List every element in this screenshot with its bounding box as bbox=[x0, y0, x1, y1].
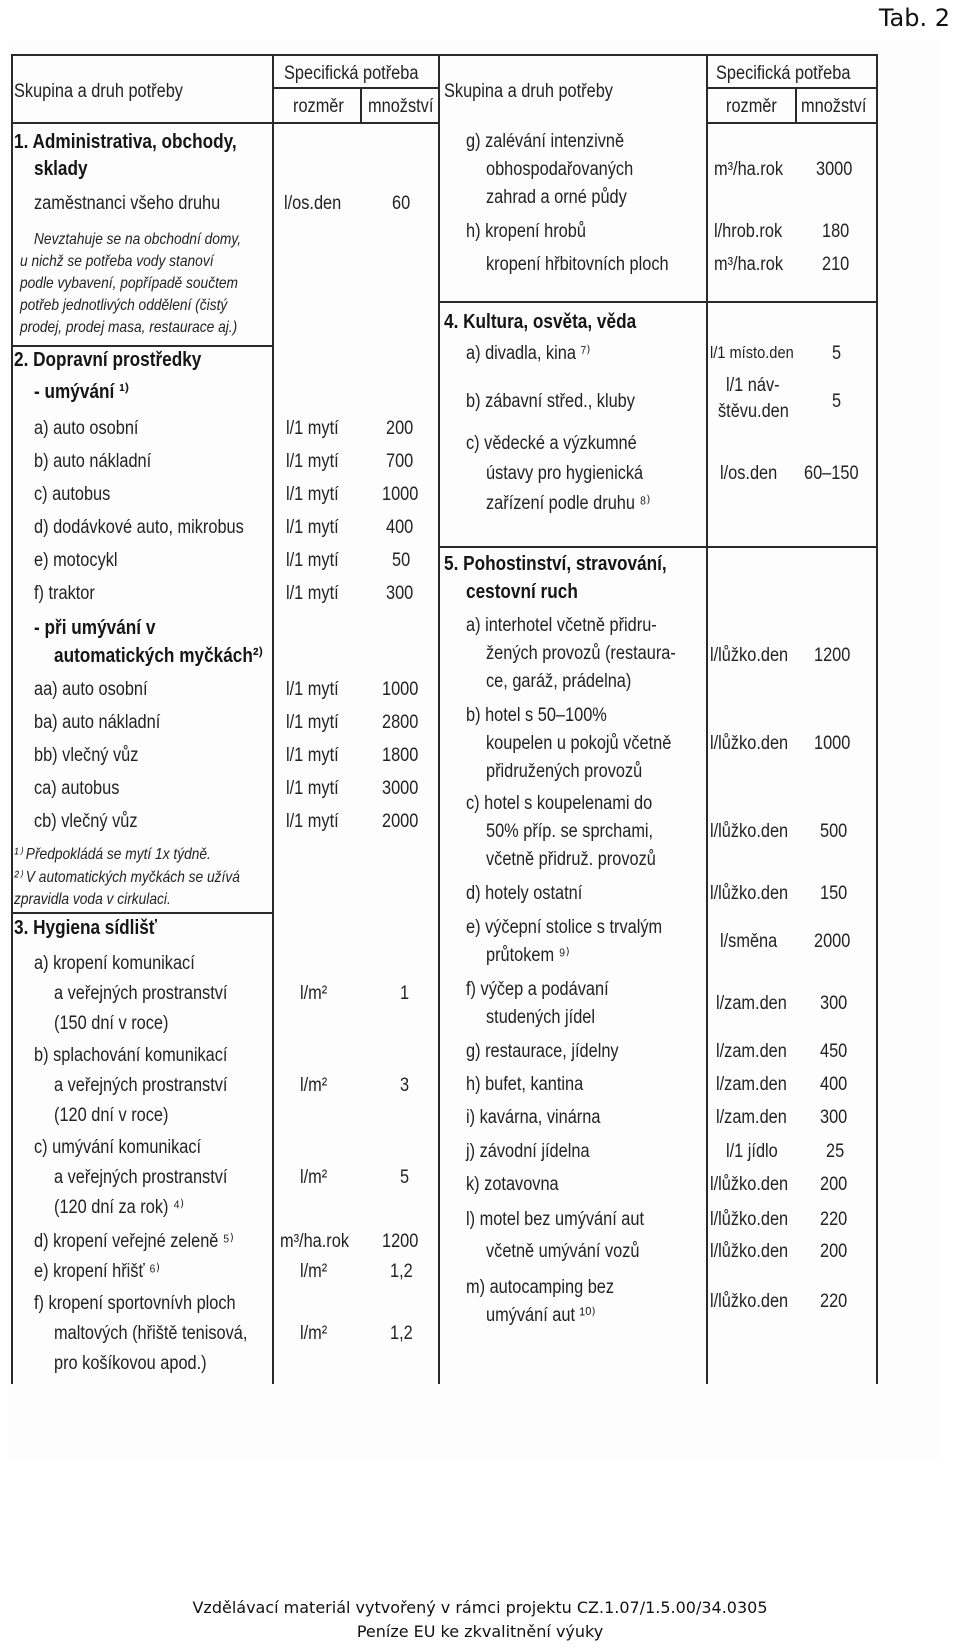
s5-b-label: b) hotel s 50–100% bbox=[466, 705, 607, 726]
rg-label: obhospodařovaných bbox=[486, 159, 634, 180]
s5-g-qty: 450 bbox=[820, 1041, 848, 1062]
left-header-group: Skupina a druh potřeby bbox=[14, 81, 183, 102]
rg-dim: m³/ha.rok bbox=[714, 159, 784, 180]
s3-a-label: a) kropení komunikací bbox=[34, 953, 195, 974]
section-2-title: 2. Dopravní prostředky bbox=[14, 349, 202, 371]
s5-e-qty: 2000 bbox=[814, 931, 851, 952]
s2-subheading-automatic-cont: automatických myčkách²⁾ bbox=[54, 645, 263, 667]
s2-row-qty: 50 bbox=[392, 550, 411, 571]
s5-e-label: e) výčepní stolice s trvalým bbox=[466, 917, 663, 938]
s3-b-dim: l/m² bbox=[300, 1075, 328, 1096]
s3-b-label: (120 dní v roce) bbox=[54, 1105, 169, 1126]
s2-row2-label: aa) auto osobní bbox=[34, 679, 148, 700]
s4-c-label: ústavy pro hygienická bbox=[486, 463, 644, 484]
s3-e-label: e) kropení hřišť ⁶⁾ bbox=[34, 1261, 160, 1282]
s2-row2-dim: l/1 mytí bbox=[286, 745, 339, 766]
footer-project-line: Vzdělávací materiál vytvořený v rámci projektu CZ.1.07/1.5.00/34.0305 bbox=[192, 1598, 768, 1617]
s2-row-qty: 400 bbox=[386, 517, 414, 538]
left-header-quantity: množství bbox=[368, 96, 434, 117]
s5-h-qty: 400 bbox=[820, 1074, 848, 1095]
s2-row-qty: 700 bbox=[386, 451, 414, 472]
s5-a-label: ce, garáž, prádelna) bbox=[486, 671, 632, 692]
s2-row2-label: ca) autobus bbox=[34, 778, 120, 799]
scanned-table bbox=[8, 42, 938, 1460]
left-dimension-divider bbox=[360, 87, 362, 123]
s5-m-label: umývání aut ¹⁰⁾ bbox=[486, 1305, 596, 1326]
s5-b-dim: l/lůžko.den bbox=[710, 733, 789, 754]
section-1-bottom bbox=[12, 345, 274, 347]
s1-employees-label: zaměstnanci všeho druhu bbox=[34, 193, 221, 214]
s5-a-label: žených provozů (restaura- bbox=[486, 643, 676, 664]
s5-b-label: přidružených provozů bbox=[486, 761, 643, 782]
right-table-top-border bbox=[440, 54, 878, 56]
s5-l2-label: včetně umývání vozů bbox=[486, 1241, 640, 1262]
s5-c-qty: 500 bbox=[820, 821, 848, 842]
s5-l2-dim: l/lůžko.den bbox=[710, 1241, 789, 1262]
s2-row-label: a) auto osobní bbox=[34, 418, 139, 439]
s5-k-qty: 200 bbox=[820, 1174, 848, 1195]
s4-b-label: b) zábavní střed., kluby bbox=[466, 391, 635, 412]
s3-c-qty: 5 bbox=[400, 1167, 410, 1188]
s5-d-qty: 150 bbox=[820, 883, 848, 904]
s2-row-qty: 300 bbox=[386, 583, 414, 604]
s4-b-dim: štěvu.den bbox=[718, 401, 789, 422]
right-header-group: Skupina a druh potřeby bbox=[444, 81, 613, 102]
section-3-title: 3. Hygiena sídlišť bbox=[14, 917, 158, 939]
s3-a-qty: 1 bbox=[400, 983, 410, 1004]
left-header-specific: Specifická potřeba bbox=[284, 63, 419, 84]
s1-note-line: Nevztahuje se na obchodní domy, bbox=[34, 231, 242, 248]
s2-row2-qty: 1000 bbox=[382, 679, 419, 700]
s5-l1-qty: 220 bbox=[820, 1209, 848, 1230]
right-table-right-border bbox=[876, 54, 878, 1384]
s5-k-label: k) zotavovna bbox=[466, 1174, 559, 1195]
s5-k-dim: l/lůžko.den bbox=[710, 1174, 789, 1195]
left-table-right-border bbox=[438, 54, 440, 1384]
s3-d-qty: 1200 bbox=[382, 1231, 419, 1252]
s2-footnote: ¹⁾ Předpokládá se mytí 1x týdně. bbox=[14, 846, 211, 863]
s5-h-label: h) bufet, kantina bbox=[466, 1074, 584, 1095]
s5-i-label: i) kavárna, vinárna bbox=[466, 1107, 601, 1128]
s4-a-dim: l/1 místo.den bbox=[710, 343, 794, 362]
s2-row-label: d) dodávkové auto, mikrobus bbox=[34, 517, 244, 538]
s1-note-line: u nichž se potřeba vody stanoví bbox=[20, 253, 214, 270]
s5-g-label: g) restaurace, jídelny bbox=[466, 1041, 619, 1062]
s3-c-dim: l/m² bbox=[300, 1167, 328, 1188]
left-header-dimension: rozměr bbox=[293, 96, 344, 117]
s2-row2-qty: 2800 bbox=[382, 712, 419, 733]
s5-a-dim: l/lůžko.den bbox=[710, 645, 789, 666]
s3-f-qty: 1,2 bbox=[390, 1323, 413, 1344]
s1-note-line: prodej, prodej masa, restaurace aj.) bbox=[20, 319, 238, 336]
s2-row2-qty: 1800 bbox=[382, 745, 419, 766]
section-5-title-cont: cestovní ruch bbox=[466, 581, 578, 603]
s4-b-qty: 5 bbox=[832, 391, 842, 412]
s2-row2-dim: l/1 mytí bbox=[286, 679, 339, 700]
s4-c-label: zařízení podle druhu ⁸⁾ bbox=[486, 493, 651, 514]
s5-e-dim: l/směna bbox=[720, 931, 778, 952]
s4-c-qty: 60–150 bbox=[804, 463, 859, 484]
s5-c-label: c) hotel s koupelenami do bbox=[466, 793, 653, 814]
s2-row2-dim: l/1 mytí bbox=[286, 712, 339, 733]
s2-row-label: f) traktor bbox=[34, 583, 95, 604]
right-header-dimension: rozměr bbox=[726, 96, 777, 117]
s3-c-label: c) umývání komunikací bbox=[34, 1137, 202, 1158]
section-2-bottom bbox=[12, 912, 274, 914]
right-header-split bbox=[706, 87, 878, 89]
s3-f-dim: l/m² bbox=[300, 1323, 328, 1344]
s5-b-label: koupelen u pokojů včetně bbox=[486, 733, 672, 754]
section-1-title-cont: sklady bbox=[34, 158, 88, 180]
s5-c-label: 50% příp. se sprchami, bbox=[486, 821, 654, 842]
rh2-label: kropení hřbitovních ploch bbox=[486, 254, 669, 275]
s3-b-label: a veřejných prostranství bbox=[54, 1075, 228, 1096]
s2-row-dim: l/1 mytí bbox=[286, 484, 339, 505]
rh1-qty: 180 bbox=[822, 221, 850, 242]
s5-g-dim: l/zam.den bbox=[716, 1041, 787, 1062]
s2-row-qty: 200 bbox=[386, 418, 414, 439]
s3-e-dim: l/m² bbox=[300, 1261, 328, 1282]
s1-employees-dim: l/os.den bbox=[284, 193, 342, 214]
s5-e-label: průtokem ⁹⁾ bbox=[486, 945, 570, 966]
s3-f-label: f) kropení sportovnívh ploch bbox=[34, 1293, 236, 1314]
s1-note-line: potřeb jednotlivých oddělení (čistý bbox=[20, 297, 228, 314]
s2-row-label: e) motocykl bbox=[34, 550, 118, 571]
s3-d-label: d) kropení veřejné zeleně ⁵⁾ bbox=[34, 1231, 234, 1252]
right-header-bottom bbox=[706, 122, 878, 124]
right-group-column-divider bbox=[706, 54, 708, 1384]
s5-l1-label: l) motel bez umývání aut bbox=[466, 1209, 645, 1230]
s3-c-label: (120 dní za rok) ⁴⁾ bbox=[54, 1197, 185, 1218]
s5-j-dim: l/1 jídlo bbox=[726, 1141, 778, 1162]
s3-c-label: a veřejných prostranství bbox=[54, 1167, 228, 1188]
rg-qty: 3000 bbox=[816, 159, 853, 180]
s5-h-dim: l/zam.den bbox=[716, 1074, 787, 1095]
s5-b-qty: 1000 bbox=[814, 733, 851, 754]
s5-m-label: m) autocamping bez bbox=[466, 1277, 615, 1298]
s2-subheading-automatic: - při umývání v bbox=[34, 617, 156, 639]
s5-f-label: f) výčep a podávaní bbox=[466, 979, 609, 1000]
left-header-bottom bbox=[12, 122, 440, 124]
s2-row-label: c) autobus bbox=[34, 484, 111, 505]
s2-row-dim: l/1 mytí bbox=[286, 418, 339, 439]
s2-footnote: zpravidla voda v cirkulaci. bbox=[14, 891, 171, 908]
s5-l1-dim: l/lůžko.den bbox=[710, 1209, 789, 1230]
s1-employees-qty: 60 bbox=[392, 193, 411, 214]
s3-f-label: pro košíkovou apod.) bbox=[54, 1353, 207, 1374]
left-table-left-border bbox=[11, 54, 13, 1384]
s5-f-qty: 300 bbox=[820, 993, 848, 1014]
s5-c-label: včetně přidruž. provozů bbox=[486, 849, 656, 870]
rh1-dim: l/hrob.rok bbox=[714, 221, 783, 242]
rg-label: zahrad a orné půdy bbox=[486, 187, 627, 208]
s5-j-label: j) závodní jídelna bbox=[466, 1141, 590, 1162]
s3-e-qty: 1,2 bbox=[390, 1261, 413, 1282]
s5-f-label: studených jídel bbox=[486, 1007, 596, 1028]
s2-row2-qty: 3000 bbox=[382, 778, 419, 799]
s3-b-label: b) splachování komunikací bbox=[34, 1045, 228, 1066]
s2-row2-qty: 2000 bbox=[382, 811, 419, 832]
s2-row-dim: l/1 mytí bbox=[286, 550, 339, 571]
s4-c-label: c) vědecké a výzkumné bbox=[466, 433, 637, 454]
s5-i-dim: l/zam.den bbox=[716, 1107, 787, 1128]
footer-funding-line: Peníze EU ke zkvalitnění výuky bbox=[356, 1622, 604, 1641]
s3-a-label: a veřejných prostranství bbox=[54, 983, 228, 1004]
section-4-title: 4. Kultura, osvěta, věda bbox=[444, 311, 637, 333]
section-4-bottom bbox=[440, 546, 878, 548]
section-g-h-bottom bbox=[440, 301, 878, 303]
s2-row2-label: bb) vlečný vůz bbox=[34, 745, 139, 766]
section-5-title: 5. Pohostinství, stravování, bbox=[444, 553, 667, 575]
right-dimension-divider bbox=[795, 87, 797, 123]
s2-row-dim: l/1 mytí bbox=[286, 583, 339, 604]
s1-note-line: podle vybavení, popřípadě součtem bbox=[20, 275, 239, 292]
left-table-top-border bbox=[12, 54, 440, 56]
s2-row2-dim: l/1 mytí bbox=[286, 778, 339, 799]
section-1-title: 1. Administrativa, obchody, bbox=[14, 131, 237, 153]
right-header-quantity: množství bbox=[801, 96, 867, 117]
s2-row-dim: l/1 mytí bbox=[286, 451, 339, 472]
s3-a-dim: l/m² bbox=[300, 983, 328, 1004]
s5-m-qty: 220 bbox=[820, 1291, 848, 1312]
right-header-specific: Specifická potřeba bbox=[716, 63, 851, 84]
s2-row-qty: 1000 bbox=[382, 484, 419, 505]
s5-a-qty: 1200 bbox=[814, 645, 851, 666]
s5-j-qty: 25 bbox=[826, 1141, 845, 1162]
s2-row-label: b) auto nákladní bbox=[34, 451, 152, 472]
s5-d-label: d) hotely ostatní bbox=[466, 883, 583, 904]
rh1-label: h) kropení hrobů bbox=[466, 221, 586, 242]
s4-a-label: a) divadla, kina ⁷⁾ bbox=[466, 343, 591, 364]
left-group-column-divider bbox=[272, 54, 274, 1384]
s2-subheading-washing: - umývání ¹⁾ bbox=[34, 381, 130, 403]
s4-c-dim: l/os.den bbox=[720, 463, 778, 484]
rh2-qty: 210 bbox=[822, 254, 850, 275]
s5-c-dim: l/lůžko.den bbox=[710, 821, 789, 842]
table-number: Tab. 2 bbox=[878, 4, 950, 32]
s2-row2-label: cb) vlečný vůz bbox=[34, 811, 138, 832]
s2-row-dim: l/1 mytí bbox=[286, 517, 339, 538]
s5-m-dim: l/lůžko.den bbox=[710, 1291, 789, 1312]
s2-row2-dim: l/1 mytí bbox=[286, 811, 339, 832]
s5-f-dim: l/zam.den bbox=[716, 993, 787, 1014]
s3-a-label: (150 dní v roce) bbox=[54, 1013, 169, 1034]
s3-b-qty: 3 bbox=[400, 1075, 410, 1096]
s2-footnote: ²⁾ V automatických myčkách se užívá bbox=[14, 869, 240, 886]
s3-d-dim: m³/ha.rok bbox=[280, 1231, 350, 1252]
rh2-dim: m³/ha.rok bbox=[714, 254, 784, 275]
s5-i-qty: 300 bbox=[820, 1107, 848, 1128]
s3-f-label: maltových (hřiště tenisová, bbox=[54, 1323, 248, 1344]
rg-label: g) zalévání intenzivně bbox=[466, 131, 625, 152]
s5-l2-qty: 200 bbox=[820, 1241, 848, 1262]
s2-row2-label: ba) auto nákladní bbox=[34, 712, 161, 733]
s5-d-dim: l/lůžko.den bbox=[710, 883, 789, 904]
s4-b-dim: l/1 náv- bbox=[726, 375, 780, 396]
s5-a-label: a) interhotel včetně přidru- bbox=[466, 615, 657, 636]
s4-a-qty: 5 bbox=[832, 343, 842, 364]
left-header-split bbox=[272, 87, 440, 89]
